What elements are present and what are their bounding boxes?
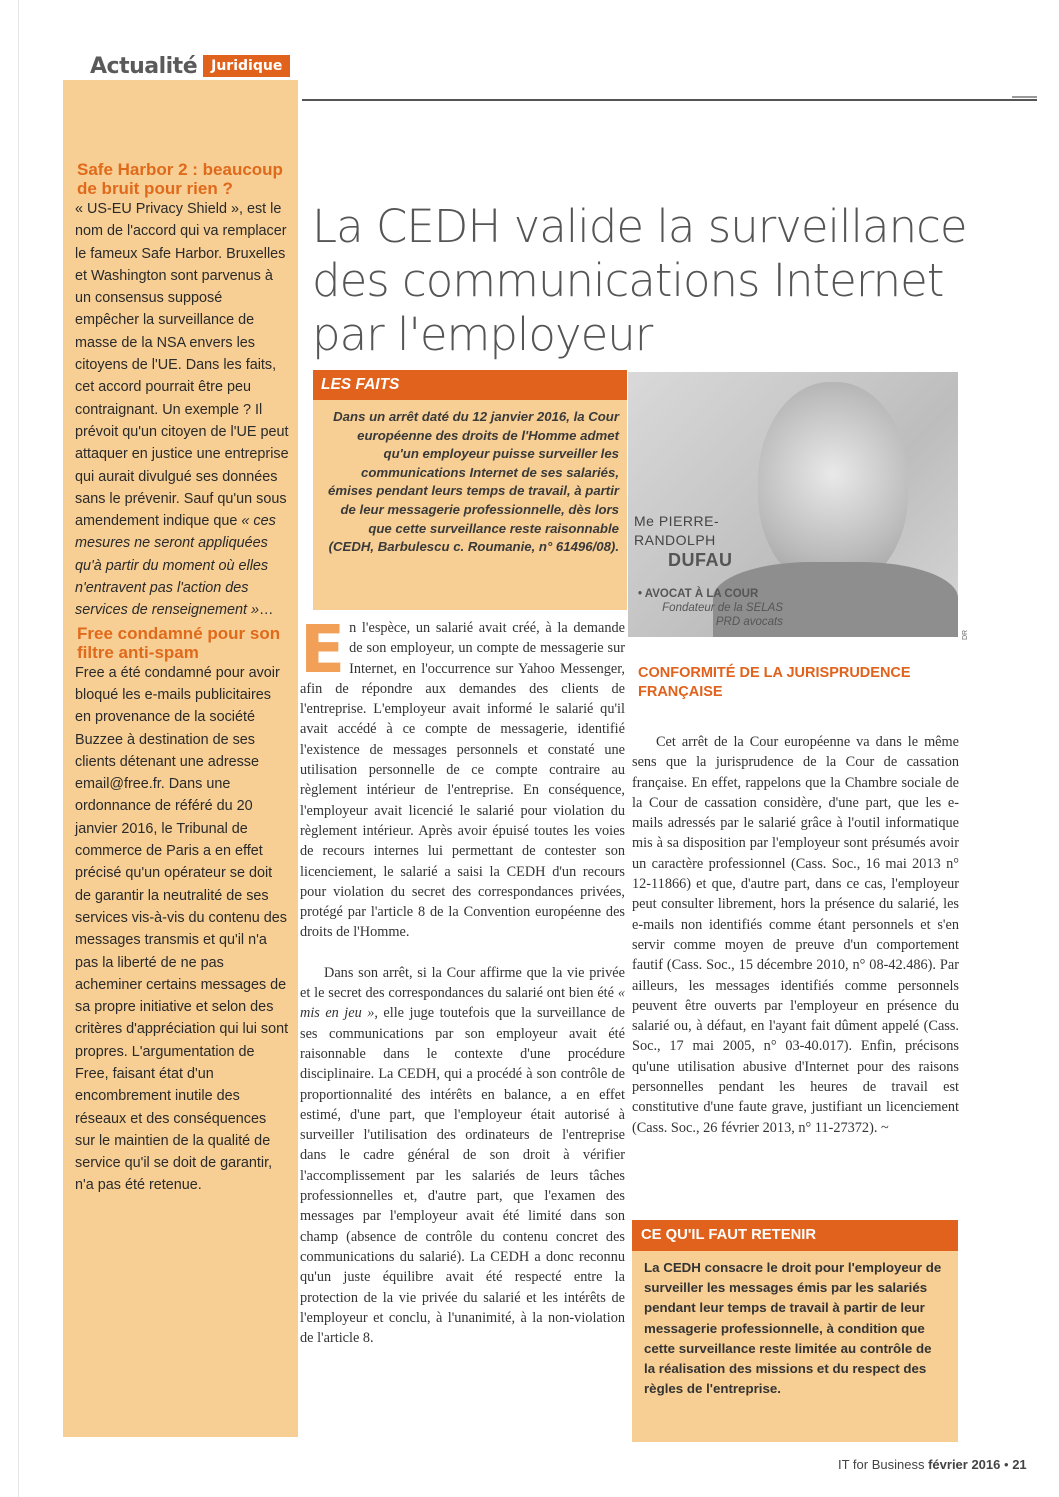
- footer-issue: février 2016: [928, 1457, 1001, 1472]
- retenir-text: La CEDH consacre le droit pour l'employeur de surveiller les messages émis par les salariés pendant leur temps de travail à partir de leur messagerie professionnelle, à condition que cette surveillance reste limitée au contrôle de la réalisation des missions et du respect des règles de l'entreprise.: [644, 1260, 942, 1397]
- body-paragraph-2: [300, 963, 625, 1349]
- portrait-face: [758, 382, 908, 587]
- section-label: Actualité: [90, 53, 198, 79]
- author-role-block: [638, 587, 783, 629]
- faits-text: Dans un arrêt daté du 12 janvier 2016, la Cour européenne des droits de l'Homme admet qu'un employeur puisse surveiller les communications Internet de ses salariés, émises pendant leurs temps de travail, à partir de leur messagerie professionnelle, dès lors que cette surveillance reste raisonnable (CEDH, Barbulescu c. Roumanie, n° 61496/08).: [328, 409, 619, 555]
- author-last-name: DUFAU: [668, 550, 733, 570]
- conformite-heading: CONFORMITÉ DE LA JURISPRUDENCE FRANÇAISE: [638, 665, 911, 700]
- sidebar-article2-title: Free condamné pour son filtre anti-spam: [77, 623, 281, 662]
- retenir-heading: CE QU'IL FAUT RETENIR: [632, 1220, 958, 1251]
- body-paragraph-2-text-b: , elle juge toutefois que la surveillance de ses communications par son employeur avait été raisonnable dans le contexte d'une procédure disciplinaire. La CEDH, qui a procédé à son contrôle de proportionnalité des intérêts en balance, a en effet estimé, d'une part, que l'employeur était autorisé à surveiller l'utilisation des ordinateurs de l'entreprise dans le cadre général de son droit à vérifier l'accomplissement par les salariés de leurs tâches professionnelles et, d'autre part, que l'examen des messages par l'employeur avait été limité dans son champ (absence de contrôle du contenu concret des communications du salarié). La CEDH a donc reconnu qu'un juste équilibre avait été respecté entre la protection de la vie privée du salarié et les intérêts de l'employeur et conclu, à l'unanimité, à la non-violation de l'article 8.: [300, 1005, 625, 1347]
- header-rule: [302, 99, 1037, 101]
- photo-credit: DR: [962, 629, 969, 640]
- author-first-name: RANDOLPH: [634, 532, 716, 548]
- conformite-column: [632, 732, 959, 1138]
- body-paragraph-2-text-a: Dans son arrêt, si la Cour affirme que la vie privée et le secret des correspondances du salarié ont bien été: [300, 964, 625, 1002]
- header-rule-accent: [1012, 96, 1037, 98]
- end-mark: ~: [881, 1119, 889, 1136]
- faits-box: [313, 370, 627, 610]
- footer-page-number: 21: [1012, 1457, 1027, 1472]
- author-role: • AVOCAT À LA COUR: [638, 588, 759, 600]
- author-prefix: Me PIERRE-: [634, 513, 720, 529]
- article-title: La CEDH valide la surveillance des communications Internet par l'employeur: [312, 200, 967, 362]
- body-paragraph-1: [300, 611, 625, 943]
- retenir-box: [632, 1220, 958, 1442]
- sidebar-content: [75, 160, 290, 1197]
- sidebar-article1-title: Safe Harbor 2 : beaucoup de bruit pour rien ?: [77, 160, 283, 198]
- page-footer: [838, 1457, 1027, 1472]
- body-paragraph-1-text: n l'espèce, un salarié avait créé, à la demande de son employeur, un compte de messagerie sur Internet, en l'occurrence sur Yahoo Messenger, afin de répondre aux demandes des clients de l'entreprise. L'employeur avait informé le salarié qu'il avait accédé à ce compte de messagerie, identifié l'existence de messages personnels et constaté une utilisation personnelle de ce compte contraire au règlement intérieur de l'entreprise. En conséquence, l'employeur avait licencié le salarié pour violation du règlement intérieur. Après avoir épuisé toutes les voies de recours internes lui permettant de contester son licenciement, le salarié a saisi la CEDH d'un recours pour violation du secret des correspondances privées, protégé par l'article 8 de la Convention européenne des droits de l'Homme.: [300, 620, 625, 941]
- body-paragraph-2-quote: « mis en jeu »: [300, 985, 625, 1022]
- section-tag: Juridique: [203, 55, 290, 77]
- sidebar-article1-text: « US-EU Privacy Shield », est le nom de l'accord qui va remplacer le fameux Safe Harbor. Bruxelles et Washington sont parvenus à un consensus supposé empêcher la surveillance de masse de la NSA envers les citoyens de l'UE. Dans les faits, cet accord pourrait être peu contraignant. Un exemple ? Il prévoit qu'un citoyen de l'UE peut attaquer en justice une entreprise qui aurait divulgué ses données sans le prévenir. Sauf qu'un sous amendement indique que: [75, 201, 289, 530]
- drop-cap: E: [300, 611, 346, 688]
- section-header: [90, 52, 290, 80]
- footer-magazine: IT for Business: [838, 1457, 925, 1472]
- sidebar-article1-ellipsis: …: [258, 602, 274, 619]
- paragraph-gap: [300, 943, 625, 963]
- author-caption: [628, 512, 778, 571]
- sidebar-article1-body: [75, 198, 290, 622]
- footer-separator: •: [1004, 1457, 1009, 1472]
- sidebar-article2-body: Free a été condamné pour avoir bloqué les e-mails publicitaires en provenance de la société Buzzee à destination de ses clients détenant une adresse email@free.fr. Dans une ordonnance de référé du 20 janvier 2016, le Tribunal de commerce de Paris a en effet précisé qu'un opérateur se doit de garantir la neutralité de ses services vis-à-vis du contenu des messages transmis et qu'il n'a pas la liberté de ne pas acheminer certains messages de sa propre initiative et selon des critères d'appréciation qui lui sont propres. L'argumentation de Free, faisant état d'un encombrement inutile des réseaux et des conséquences sur le maintien de la qualité de service qu'il se doit de garantir, n'a pas été retenue.: [75, 664, 289, 1194]
- conformite-paragraph: [632, 732, 959, 1138]
- page-edge: [18, 0, 19, 1497]
- conformite-text: Cet arrêt de la Cour européenne va dans le même sens que la jurisprudence de la Cour de cassation française. En effet, rappelons que la Chambre sociale de la Cour de cassation considère, d'une part, que les e-mails adressés par le salarié grâce à l'outil informatique mis à sa disposition par l'employeur sont présumés avoir un caractère professionnel (Cass. Soc., 16 mai 2013 n° 12-11866) et que, d'autre part, dans ce cas, l'employeur peut consulter librement, hors la présence du salarié, les e-mails non identifiés comme étant personnels et s'en servir comme moyen de preuve d'un comportement fautif (Cass. Soc., 15 décembre 2010, n° 08-42.486). Par ailleurs, les messages identifiés comme personnels peuvent être ouverts par l'employeur en présence du salarié ou, à défaut, en l'ayant fait dûment appelé (Cass. Soc., 17 mai 2005, n° 03-40.017). Enfin, précisons qu'une utilisation abusive d'Internet pour des raisons personnelles pendant les heures de travail est constitutive d'une faute grave, justifiant un licenciement (Cass. Soc., 26 février 2013, n° 11-27372).: [632, 734, 959, 1136]
- author-org: Fondateur de la SELAS PRD avocats: [662, 602, 783, 628]
- faits-heading: LES FAITS: [313, 370, 627, 400]
- sidebar-article1-quote: « ces mesures ne seront appliquées qu'à partir du moment où elles n'entravent pas l'action des services de renseignement »: [75, 513, 276, 619]
- author-photo: [628, 372, 958, 637]
- body-column: [300, 611, 625, 1348]
